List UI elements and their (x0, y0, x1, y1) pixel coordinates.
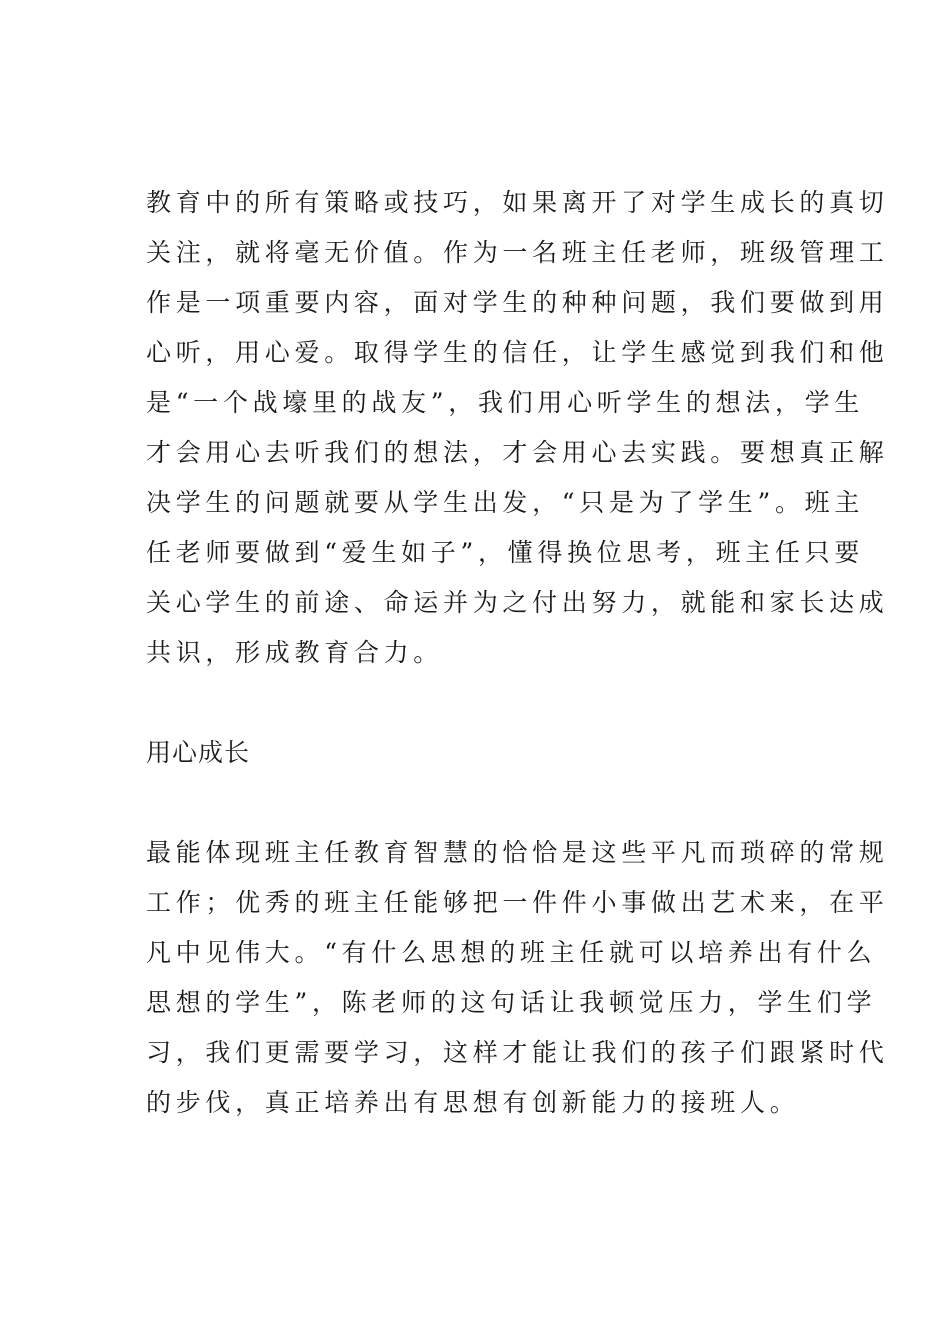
paragraph-line: 凡中见伟大。“有什么思想的班主任就可以培养出有什么 (146, 938, 877, 967)
paragraph-1 (146, 178, 889, 678)
spacer (146, 678, 806, 728)
paragraph-line: 思想的学生”，陈老师的这句话让我顿觉压力，学生们学 (146, 988, 877, 1017)
paragraph-line: 共识，形成教育合力。 (146, 638, 444, 667)
paragraph-line: 任老师要做到“爱生如子”，懂得换位思考，班主任只要 (146, 538, 865, 567)
paragraph-line: 是“一个战壕里的战友”，我们用心听学生的想法，学生 (146, 388, 865, 417)
section-heading: 用心成长 (146, 738, 251, 767)
paragraph-line: 的步伐，真正培养出有思想有创新能力的接班人。 (146, 1088, 800, 1117)
paragraph-line: 关注，就将毫无价值。作为一名班主任老师，班级管理工 (146, 238, 889, 267)
paragraph-line: 习，我们更需要学习，这样才能让我们的孩子们跟紧时代 (146, 1038, 889, 1067)
spacer (146, 778, 806, 828)
paragraph-line: 才会用心去听我们的想法，才会用心去实践。要想真正解 (146, 438, 889, 467)
paragraph-line: 作是一项重要内容，面对学生的种种问题，我们要做到用 (146, 288, 889, 317)
paragraph-line: 教育中的所有策略或技巧，如果离开了对学生成长的真切 (146, 188, 889, 217)
paragraph-line: 最能体现班主任教育智慧的恰恰是这些平凡而琐碎的常规 (146, 838, 889, 867)
document-page (146, 178, 889, 1128)
paragraph-2 (146, 828, 889, 1128)
paragraph-line: 心听，用心爱。取得学生的信任，让学生感觉到我们和他 (146, 338, 889, 367)
paragraph-line: 工作；优秀的班主任能够把一件件小事做出艺术来，在平 (146, 888, 889, 917)
paragraph-line: 关心学生的前途、命运并为之付出努力，就能和家长达成 (146, 588, 889, 617)
paragraph-line: 决学生的问题就要从学生出发，“只是为了学生”。班主 (146, 488, 865, 517)
